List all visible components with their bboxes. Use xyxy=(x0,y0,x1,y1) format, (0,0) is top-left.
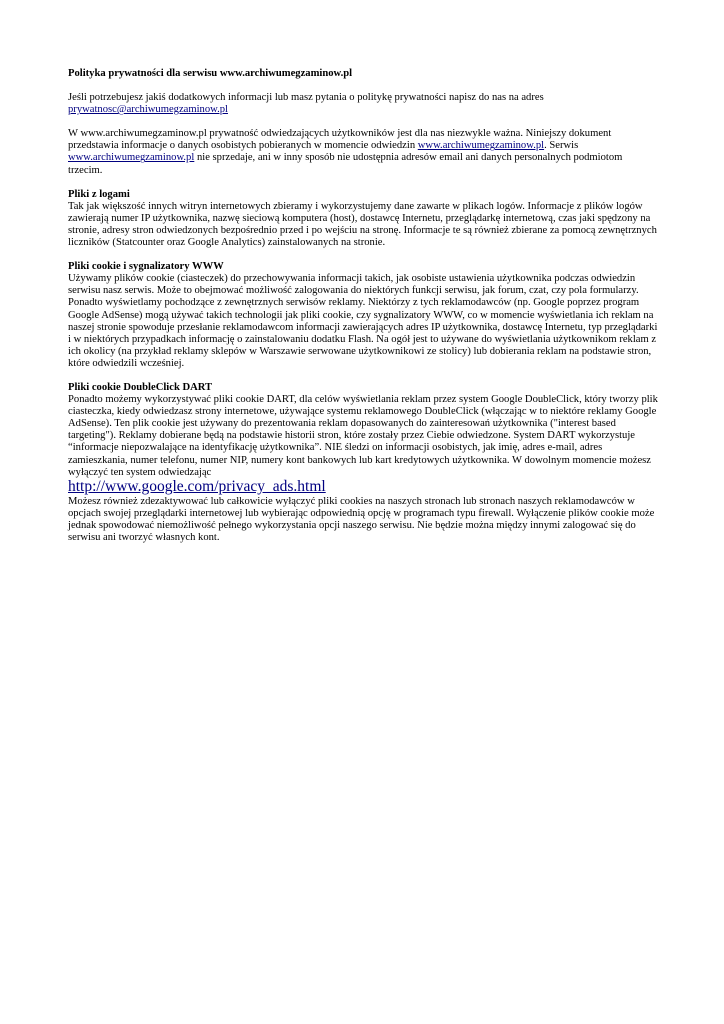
dart-heading: Pliki cookie DoubleClick DART xyxy=(68,381,213,393)
dart-after-paragraph: Możesz również zdezaktywować lub całkowicie wyłączyć pliki cookies na naszych stronach lub stronach naszych reklamodawców w opcjach swojej przeglądarki internetowej lub wybierając odpowiednią opcję w programach typu firewall. Wyłączenie plików cookie może jednak spowodować niemożliwość pełnego wykorzystania opcji naszego serwisu. Nie będzie można między innymi zalogować się do serwisu ani tworzyć własnych kont. xyxy=(68,495,655,543)
spacer xyxy=(68,80,658,92)
privacy-text-a: W www.archiwumegzaminow.pl prywatność odwiedzających użytkowników jest dla nas niezwykle ważna. Niniejszy dokument przedstawia informacje o danych osobistych pobieranych w momencie odwiedzin xyxy=(68,128,612,152)
privacy-text-c: nie sprzedaje, ani w inny sposób nie udostępnia adresów email ani danych personalnych podmiotom trzecim. xyxy=(68,152,623,176)
google-privacy-link[interactable]: http://www.google.com/privacy_ads.html xyxy=(68,477,326,495)
contact-email-link[interactable]: prywatnosc@archiwumegzaminow.pl xyxy=(68,104,228,116)
intro-text: Jeśli potrzebujesz jakiś dodatkowych informacji lub masz pytania o politykę prywatności napisz do nas na adres xyxy=(68,92,544,104)
dart-paragraph: Ponadto możemy wykorzystywać pliki cookie DART, dla celów wyświetlania reklam przez system Google DoubleClick, który tworzy plik ciasteczka, kiedy odwiedzasz strony internetowe, używające systemu reklamowego DoubleClick (włączając w to niektóre reklamy Google AdSense). Ten plik cookie jest używany do prezentowania reklam dopasowanych do zainteresowań użytkownika ("interest based targeting"). Reklamy dobierane będą na podstawie historii stron, które zostały przez Ciebie odwiedzone. System DART wykorzystuje “informacje niepozwalające na identyfikację użytkownika”. NIE śledzi on informacji osobistych, jak imię, adres e-mail, adres zamieszkania, numer telefonu, numer NIP, numery kont bankowych lub kart kredytowych użytkownika. W dowolnym momencie możesz wyłączyć ten system odwiedzając xyxy=(68,394,658,478)
spacer xyxy=(68,370,658,382)
logs-paragraph: Tak jak większość innych witryn internetowych zbieramy i wykorzystujemy dane zawarte w plikach logów. Informacje z plików logów zawierają numer IP użytkownika, nazwę sieciową komputera (host), dostawcę Internetu, przeglądarkę internetową, czas jaki spędzony na stronie, adresy stron odwiedzonych bezpośrednio przed i po wejściu na stronę. Informacje te są również zbierane za pomocą zewnętrznych liczników (Statcounter oraz Google Analytics) zainstalowanych na stronie. xyxy=(68,200,657,249)
site-link-2[interactable]: www.archiwumegzaminow.pl xyxy=(68,152,195,164)
intro-paragraph xyxy=(68,92,658,116)
spacer xyxy=(68,116,658,128)
privacy-paragraph xyxy=(68,128,658,176)
document-title: Polityka prywatności dla serwisu www.archiwumegzaminow.pl xyxy=(68,68,353,79)
logs-heading: Pliki z logami xyxy=(68,188,130,200)
privacy-text-b: . Serwis xyxy=(544,140,579,152)
site-link-1[interactable]: www.archiwumegzaminow.pl xyxy=(417,140,545,152)
spacer xyxy=(68,177,658,189)
cookies-paragraph-2: Ponadto wyświetlamy pochodzące z zewnętrznych serwisów reklamy. Niektórzy z tych reklamodawców (np. Google poprzez program Google AdSense) mogą używać takich technologii jak pliki cookie, czy sygnalizatory WWW, co w momencie wyświetlania ich reklam na naszej stronie spowoduje przesłanie reklamodawcom informacji zawierających adres IP użytkownika, dostawcę Internetu, typ przeglądarki i w niektórych przypadkach informację o zainstalowaniu dodatku Flash. Na ogół jest to używane do wyświetlania użytkownikom reklam z ich okolicy (na przykład reklamy sklepów w Warszawie serwowane użytkownikowi ze stolicy) lub dobierania reklam na podstawie stron, które odwiedzili wcześniej. xyxy=(68,297,658,369)
document-page xyxy=(68,68,658,544)
cookies-paragraph-1: Używamy plików cookie (ciasteczek) do przechowywania informacji takich, jak osobiste ustawienia użytkownika podczas odwiedzin serwisu nasz serwis. Może to obejmować możliwość zalogowania do niektórych funkcji serwisu, jak forum, czat, czy pola formularzy. xyxy=(68,273,639,297)
cookies-heading: Pliki cookie i sygnalizatory WWW xyxy=(68,261,224,273)
spacer xyxy=(68,249,658,261)
